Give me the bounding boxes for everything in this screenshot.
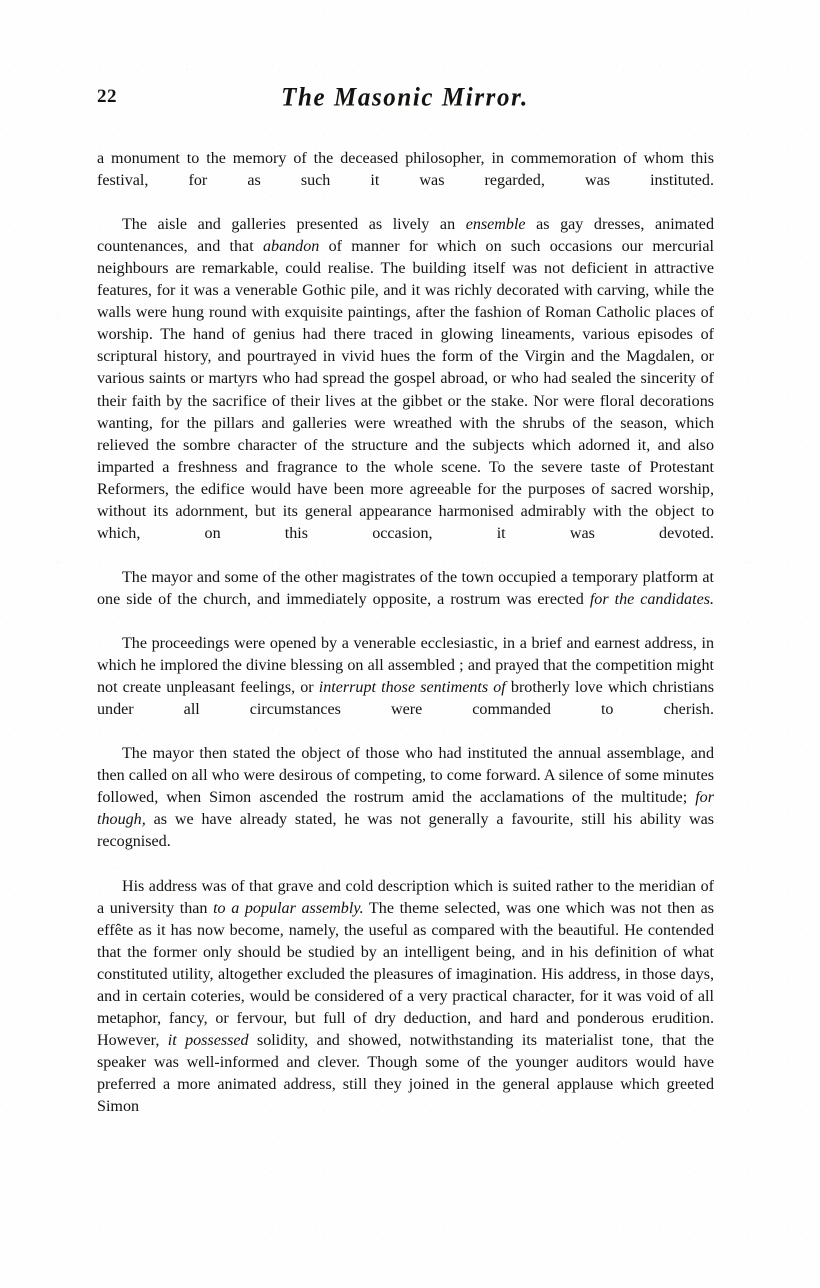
running-head <box>97 84 713 118</box>
paragraph: a monument to the memory of the deceased philosopher, in commemoration of whom this festival, for as such it was regarded, was instituted. <box>97 150 714 190</box>
paragraph: His address was of that grave and cold description which is suited rather to the meridian of a university than to a popular assembly. The theme selected, was one which was not then as effête as it has now become, namely, the useful as compared with the beautiful. He contended that the former only should be studied by an intelligent being, and in his definition of what constituted utility, altogether excluded the pleasures of imagination. His address, in those days, and in certain coteries, would be considered of a very practical character, for it was void of all metaphor, fancy, or fervour, but full of dry deduction, and hard and ponderous erudition. However, it possessed solidity, and showed, notwithstanding its materialist tone, that the speaker was well-informed and clever. Though some of the younger auditors would have preferred a more animated address, still they joined in the general applause which greeted Simon <box>97 877 715 1116</box>
page-number: 22 <box>97 86 117 107</box>
paragraph: The mayor then stated the object of those who had instituted the annual assemblage, and then called on all who were desirous of competing, to come forward. A silence of some minutes followed, when Simon ascended the rostrum amid the acclamations of the multitude; for though, as we have already stated, he was not generally a favourite, still his ability was recognised. <box>97 745 714 851</box>
body-text-column <box>97 148 714 1140</box>
paragraph: The mayor and some of the other magistrates of the town occupied a temporary platform at one side of the church, and immediately opposite, a rostrum was erected for the candidates. <box>97 568 714 608</box>
paragraph: The proceedings were opened by a venerable ecclesiastic, in a brief and earnest address, in which he implored the divine blessing on all assembled ; and prayed that the competition might not create unpleasant feelings, or interrupt those sentiments of brotherly love which christians under all circumstances were commanded to cherish. <box>97 635 714 719</box>
paragraph: The aisle and galleries presented as lively an ensemble as gay dresses, animated countenances, and that abandon of manner for which on such occasions our mercurial neighbours are remarkable, could realise. The building itself was not deficient in attractive features, for it was a venerable Gothic pile, and it was richly decorated with carving, while the walls were hung round with exquisite paintings, after the fashion of Roman Catholic places of worship. The hand of genius had there traced in glowing lineaments, various episodes of scriptural history, and pourtrayed in vivid hues the form of the Virgin and the Magdalen, or various saints or martyrs who had spread the gospel abroad, or who had sealed the sincerity of their faith by the sacrifice of their lives at the gibbet or the stake. Nor were floral decorations wanting, for the pillars and galleries were wreathed with the shrubs of the season, which relieved the sombre character of the structure and the subjects which adorned it, and also imparted a freshness and fragrance to the whole scene. To the severe taste of Protestant Reformers, the edifice would have been more agreeable for the purposes of sacred worship, without its adornment, but its general appearance harmonised admirably with the object to which, on this occasion, it was devoted. <box>97 216 714 542</box>
publication-title: The Masonic Mirror. <box>281 83 529 112</box>
